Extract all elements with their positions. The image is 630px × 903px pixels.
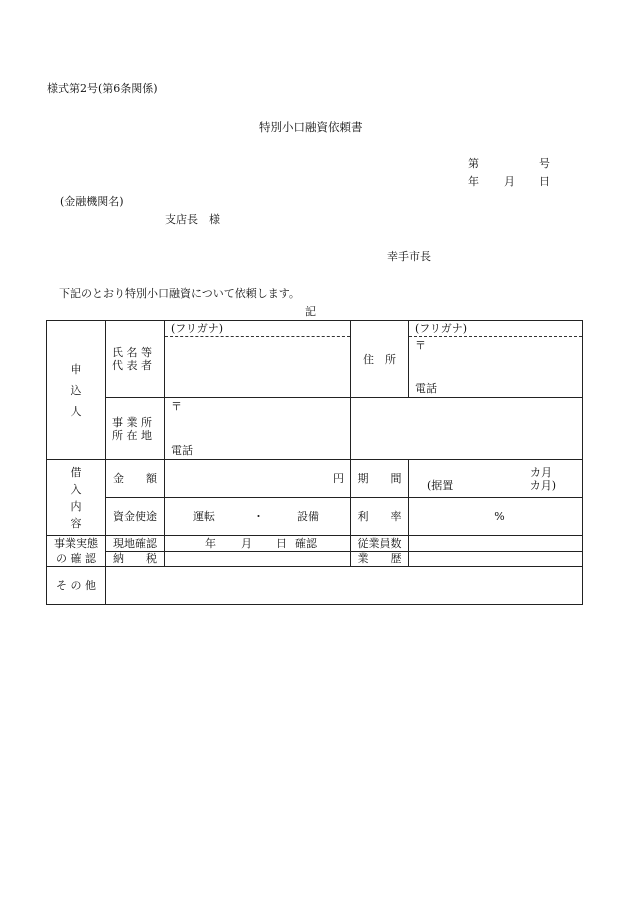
- tax-field[interactable]: [165, 551, 351, 567]
- furigana-label-2: (フリガナ): [409, 321, 582, 337]
- blank-cell: [351, 398, 583, 460]
- career-field[interactable]: [409, 551, 583, 567]
- furigana-label-1: (フリガナ): [165, 321, 350, 337]
- site-month: 月: [241, 536, 252, 550]
- applicant-section-label: [47, 321, 106, 460]
- grace-prefix: (据置: [427, 478, 454, 492]
- name-label-1: 氏 名 等: [112, 346, 152, 359]
- period-months: カ月: [530, 465, 552, 479]
- date-day: 日: [539, 175, 550, 188]
- rate-unit: %: [494, 510, 505, 523]
- site-day: 日: [276, 536, 287, 550]
- request-text: 下記のとおり特別小口融資について依頼します。: [59, 287, 300, 300]
- number-suffix: 号: [539, 157, 550, 170]
- purpose-separator: ・: [253, 510, 264, 523]
- address-label-cell: [351, 321, 409, 398]
- tax-label: 納 税: [113, 552, 157, 566]
- career-label: 業 歴: [357, 552, 402, 566]
- purpose-equipment[interactable]: 設備: [297, 510, 319, 523]
- loan-char-2: 入: [70, 482, 82, 496]
- office-label-cell: [106, 398, 165, 460]
- form-number: 様式第2号(第6条関係): [47, 82, 158, 95]
- bank-name-label: (金融機関名): [60, 195, 124, 208]
- rate-label-cell: [351, 498, 409, 536]
- period-label: 期 間: [357, 472, 402, 485]
- rate-field[interactable]: [409, 498, 583, 536]
- purpose-operating[interactable]: 運転: [193, 510, 215, 523]
- period-field[interactable]: [409, 460, 583, 498]
- date-month: 月: [504, 175, 515, 188]
- tel-label-2: 電話: [171, 444, 193, 457]
- document-title: 特別小口融資依頼書: [259, 120, 363, 134]
- mayor: 幸手市長: [387, 250, 431, 263]
- applicant-char-1: 申: [70, 362, 82, 376]
- office-label-1: 事 業 所: [112, 415, 152, 429]
- ki-label: 記: [305, 305, 316, 318]
- business-label-1: 事業実態: [54, 537, 98, 550]
- amount-label-cell: [106, 460, 165, 498]
- address-field[interactable]: [409, 321, 583, 398]
- amount-unit: 円: [333, 472, 344, 485]
- office-label-2: 所 在 地: [112, 428, 152, 442]
- branch-manager: 支店長 様: [165, 213, 220, 226]
- name-label-2: 代 表 者: [112, 359, 152, 372]
- other-field[interactable]: [106, 567, 583, 605]
- applicant-char-2: 込: [70, 383, 82, 397]
- period-label-cell: [351, 460, 409, 498]
- address-label: 住 所: [363, 352, 396, 366]
- employees-field[interactable]: [409, 536, 583, 552]
- name-field[interactable]: [165, 321, 351, 398]
- site-check-field[interactable]: [165, 536, 351, 552]
- site-year: 年: [205, 536, 216, 550]
- loan-char-3: 内: [70, 499, 82, 513]
- purpose-field[interactable]: [165, 498, 351, 536]
- business-label-2: の 確 認: [56, 552, 96, 565]
- loan-char-4: 容: [70, 516, 82, 530]
- site-check-label: 現地確認: [113, 536, 157, 550]
- grace-suffix: カ月): [529, 478, 556, 492]
- other-label-cell: [47, 567, 106, 605]
- site-confirm: 確認: [295, 536, 317, 550]
- amount-label: 金 額: [113, 472, 157, 485]
- office-address-field[interactable]: [165, 398, 351, 460]
- amount-field[interactable]: [165, 460, 351, 498]
- loan-char-1: 借: [70, 465, 82, 479]
- employees-label: 従業員数: [357, 536, 402, 550]
- tax-label-cell: [106, 551, 165, 567]
- name-label-cell: [106, 321, 165, 398]
- other-label: そ の 他: [56, 579, 96, 592]
- number-prefix: 第: [468, 157, 479, 170]
- loan-section-label: [47, 460, 106, 536]
- business-check-label: [47, 536, 106, 567]
- date-year: 年: [468, 175, 479, 188]
- purpose-label: 資金使途: [113, 510, 157, 523]
- postal-mark-1: 〒: [415, 339, 426, 352]
- site-check-label-cell: [106, 536, 165, 552]
- applicant-char-3: 人: [70, 404, 82, 418]
- rate-label: 利 率: [357, 510, 402, 523]
- purpose-label-cell: [106, 498, 165, 536]
- employees-label-cell: [351, 536, 409, 552]
- postal-mark-2: 〒: [171, 400, 182, 413]
- tel-label-1: 電話: [415, 382, 437, 395]
- loan-request-table: [46, 320, 583, 605]
- career-label-cell: [351, 551, 409, 567]
